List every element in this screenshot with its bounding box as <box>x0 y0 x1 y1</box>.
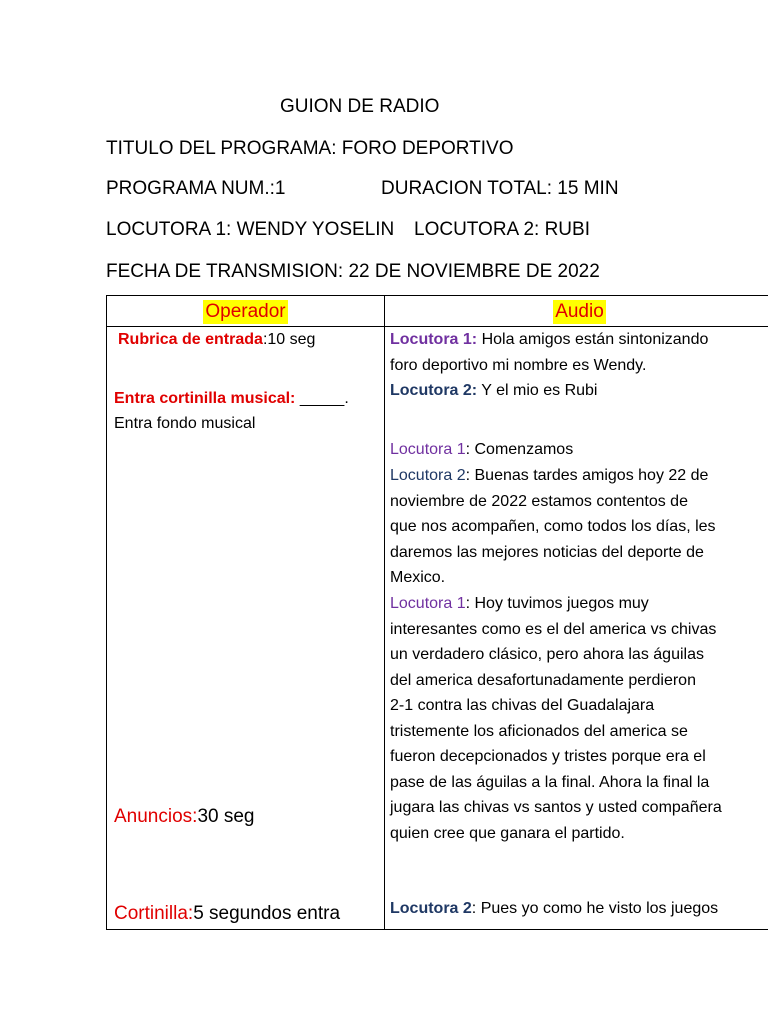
audio-heading: Audio <box>555 301 604 322</box>
dialogue-text: : Hoy tuvimos juegos muy <box>465 595 649 612</box>
intro-cue <box>118 327 315 353</box>
intro-value: :10 seg <box>262 331 316 348</box>
doc-title: GUION DE RADIO <box>280 96 440 117</box>
broadcast-date: FECHA DE TRANSMISION: 22 DE NOVIEMBRE DE 2022 <box>106 261 600 282</box>
dialogue-text: Hola amigos están sintonizando <box>477 331 709 348</box>
dialogue-l1-c <box>390 591 722 846</box>
cortinilla-label: Entra cortinilla musical: <box>114 390 296 407</box>
audio-column-header <box>385 296 768 327</box>
dialogue-text: noviembre de 2022 estamos contentos de <box>390 492 688 510</box>
cortinilla2-value: 5 segundos entra <box>193 903 341 924</box>
dialogue-text: tristemente los aficionados del america se <box>390 722 688 740</box>
cortinilla-value: _____. <box>295 390 349 407</box>
dialogue-text: : Buenas tardes amigos hoy 22 de <box>465 467 709 484</box>
dialogue-l2-b <box>390 463 716 591</box>
fondo-cue: Entra fondo musical <box>114 415 256 432</box>
speaker-locutora-1: Locutora 1 <box>390 595 466 612</box>
program-title: TITULO DEL PROGRAMA: FORO DEPORTIVO <box>106 138 514 159</box>
cortinilla2-label: Cortinilla: <box>114 903 194 924</box>
speaker-locutora-1: Locutora 1: <box>390 331 478 348</box>
speaker-locutora-1: Locutora 1 <box>390 441 466 458</box>
table-header-row <box>107 296 768 327</box>
speaker-locutora-2: Locutora 2 <box>390 467 466 484</box>
dialogue-text: daremos las mejores noticias del deporte de <box>390 543 704 561</box>
dialogue-text: : Pues yo como he visto los juegos <box>471 900 719 917</box>
dialogue-text: que nos acompañen, como todos los días, les <box>390 518 716 535</box>
dialogue-l1-b <box>390 437 573 463</box>
dialogue-text: Mexico. <box>390 569 446 586</box>
program-number: PROGRAMA NUM.:1 <box>106 178 286 199</box>
dialogue-text: fueron decepcionados y tristes porque era el <box>390 748 706 765</box>
announcer-1: LOCUTORA 1: WENDY YOSELIN <box>106 219 395 240</box>
dialogue-text: 2-1 contra las chivas del Guadalajara <box>390 697 655 714</box>
dialogue-text: : Comenzamos <box>465 441 574 458</box>
ads-value: 30 seg <box>197 806 255 827</box>
ads-cue <box>114 805 255 829</box>
operator-column-header <box>107 296 385 327</box>
speaker-locutora-2: Locutora 2 <box>390 900 472 917</box>
cortinilla-cue <box>114 386 349 412</box>
dialogue-text: foro deportivo mi nombre es Wendy. <box>390 356 647 374</box>
dialogue-text: del america desafortunadamente perdieron <box>390 671 696 689</box>
speaker-locutora-2: Locutora 2: <box>390 382 478 399</box>
total-duration: DURACION TOTAL: 15 MIN <box>381 178 619 199</box>
audio-cell <box>385 327 768 930</box>
dialogue-text: pase de las águilas a la final. Ahora la final la <box>390 773 710 791</box>
dialogue-text: quien cree que ganara el partido. <box>390 824 625 842</box>
dialogue-l2-c <box>390 896 718 922</box>
cortinilla2-cue <box>114 902 340 926</box>
table-row <box>107 327 768 930</box>
dialogue-l2-a <box>390 378 597 404</box>
announcer-2: LOCUTORA 2: RUBI <box>414 219 590 240</box>
operator-cell <box>107 327 385 930</box>
intro-label: Rubrica de entrada <box>118 331 263 348</box>
script-table <box>106 295 768 930</box>
dialogue-text: un verdadero clásico, pero ahora las águilas <box>390 646 704 663</box>
dialogue-text: jugara las chivas vs santos y usted compañera <box>390 799 722 816</box>
ads-label: Anuncios: <box>114 806 198 827</box>
dialogue-l1-a <box>390 327 708 378</box>
operator-heading: Operador <box>205 301 286 322</box>
dialogue-text: interesantes como es el del america vs chivas <box>390 620 717 638</box>
dialogue-text: Y el mio es Rubi <box>477 382 598 399</box>
